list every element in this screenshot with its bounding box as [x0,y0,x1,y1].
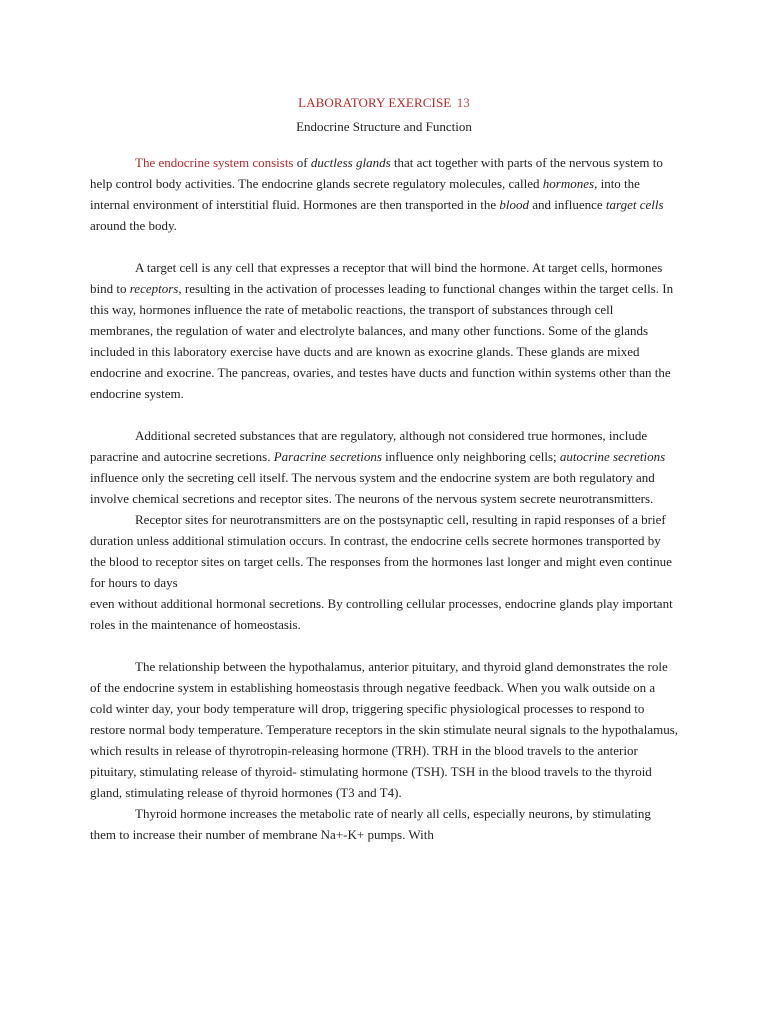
text-span: around the body. [90,218,177,233]
document-body [90,152,678,845]
exercise-subtitle: Endocrine Structure and Function [296,119,472,134]
text-span: A target cell is any cell that expresses a receptor that will bind the hormone. At target cells, hormones bind to [90,260,663,296]
text-span: into the internal environment of interstitial fluid. Hormones are then transported in the [90,176,640,212]
text-span: The relationship between the hypothalamus, anterior pituitary, and thyroid gland demonstrates the role of the endocrine system in establishing homeostasis through negative feedback. When you walk outside on a cold winter day, your body temperature will drop, triggering specific physiological processes to respond to restore normal body temperature. Temperature receptors in the skin stimulate neural signals to the hypothalamus, which results in release of thyrotropin-releasing hormone (TRH). TRH in the blood travels to the anterior pituitary, stimulating release of thyroid- stimulating hormone (TSH). TSH in the blood travels to the thyroid gland, stimulating release of thyroid hormones (T3 and T4). [90,659,679,800]
emphasis-term: receptors, [129,281,182,296]
emphasis-term: ductless glands [310,155,391,170]
text-span: influence only neighboring cells; [381,449,560,464]
paragraph-secretions [90,425,678,509]
text-span: resulting in the activation of processes leading to functional changes within the target cells. In this way, hormones influence the rate of metabolic reactions, the transport of substances through cell membranes, the regulation of water and electrolyte balances, and many other functions. Some of the glands included in this laboratory exercise have ducts and are known as exocrine glands. These glands are mixed endocrine and exocrine. The pancreas, ovaries, and testes have ducts and function within systems other than the endocrine system. [90,281,674,401]
emphasis-term: hormones, [542,176,598,191]
text-span: influence only the secreting cell itself. The nervous system and the endocrine system are both regulatory and involve chemical secretions and receptor sites. The neurons of the nervous system secrete neurotransmitters. [90,470,655,506]
emphasis-term: Paracrine secretions [273,449,382,464]
text-span: that act together with parts of the nervous system to help control body activities. The endocrine glands secrete regulatory molecules, called [90,155,663,191]
paragraph-thyroid [90,803,678,845]
exercise-title [90,94,678,112]
text-span: Additional secreted substances that are regulatory, although not considered true hormones, include paracrine and autocrine secretions. [90,428,648,464]
text-span: and influence [529,197,606,212]
paragraph-target-cells [90,257,678,404]
paragraph-intro [90,152,678,236]
paragraph-continuation [90,593,678,635]
text-span: of [293,155,311,170]
document-header [90,94,678,136]
paragraph-receptor-sites [90,509,678,593]
emphasis-term: blood [499,197,530,212]
text-span: Receptor sites for neurotransmitters are on the postsynaptic cell, resulting in rapid responses of a brief duration unless additional stimulation occurs. In contrast, the endocrine cells secrete hormones transported by the blood to receptor sites on target cells. The responses from the hormones last longer and might even continue for hours to days [90,512,672,590]
text-span: Thyroid hormone increases the metabolic rate of nearly all cells, especially neurons, by stimulating them to increase their number of membrane Na+-K+ pumps. With [90,806,651,842]
text-span: even without additional hormonal secretions. By controlling cellular processes, endocrine glands play important roles in the maintenance of homeostasis. [90,596,673,632]
lead-phrase: The endocrine system consists [135,155,294,170]
paragraph-feedback [90,656,678,803]
emphasis-term: target cells [605,197,664,212]
emphasis-term: autocrine secretions [559,449,666,464]
exercise-number: 13 [456,95,470,110]
exercise-label: LABORATORY EXERCISE [298,95,452,110]
